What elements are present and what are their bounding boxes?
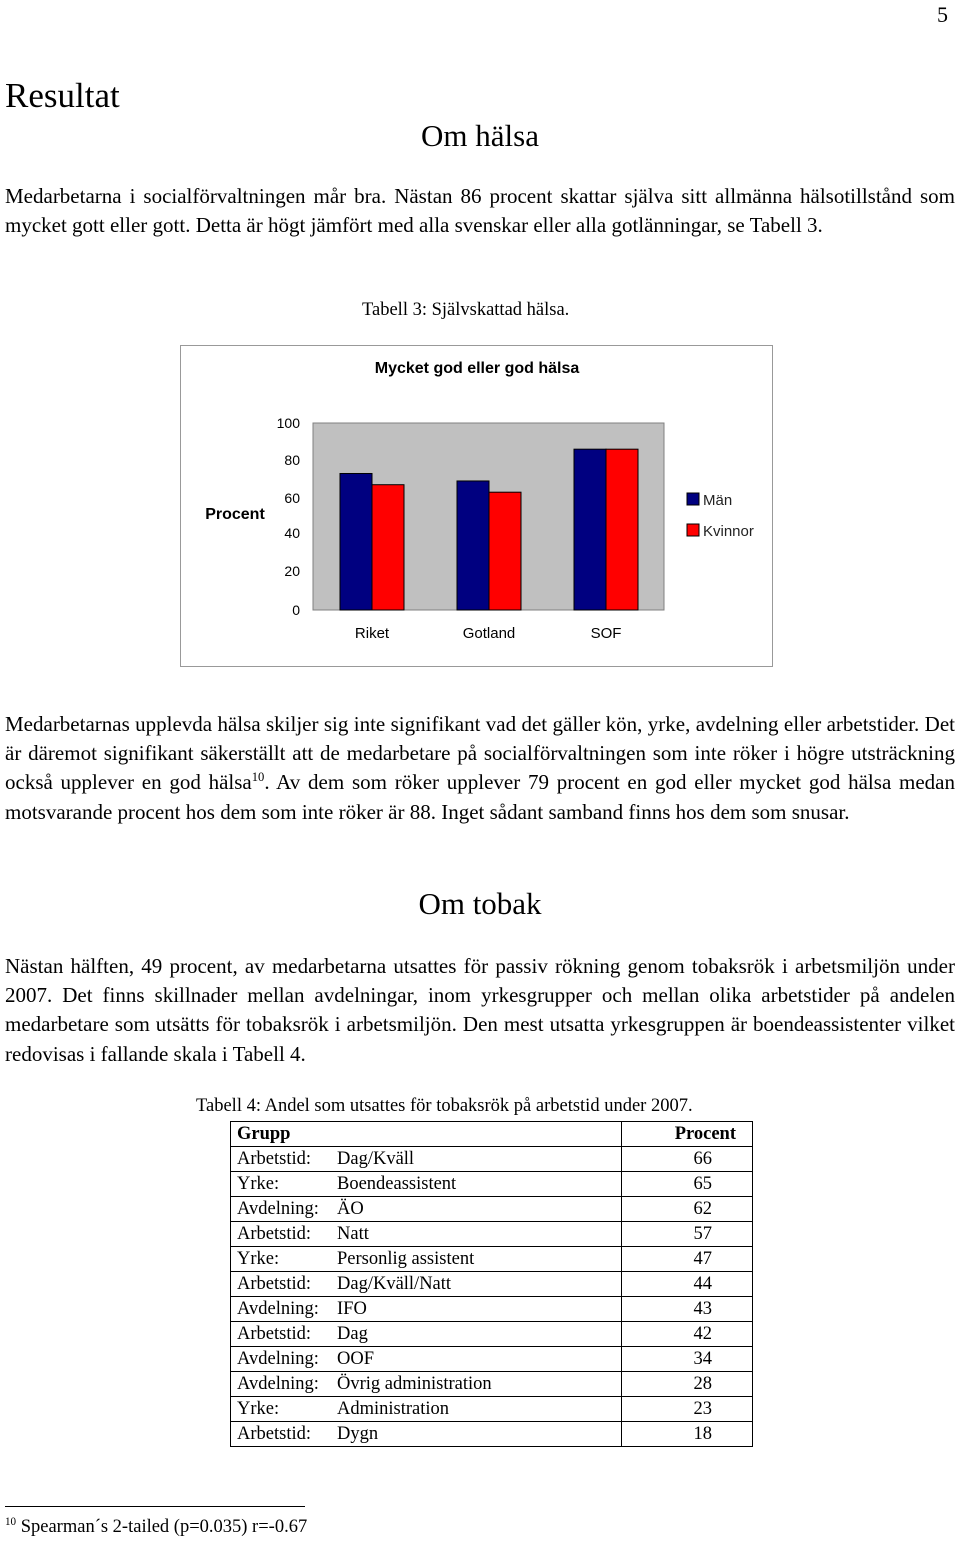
row-name: Dygn	[337, 1422, 622, 1447]
tobacco-table	[230, 1121, 753, 1447]
y-tick-label: 100	[276, 415, 300, 431]
footnote-ref: 10	[251, 770, 265, 785]
row-value: 47	[622, 1247, 753, 1272]
table-row	[231, 1322, 753, 1347]
paragraph-health-details-b: . Av dem som röker upplever 79 procent en god eller mycket god hälsa medan motsvarande procent hos dem som inte röker är 88. Inget sådant samband finns hos dem som snusar.	[5, 770, 955, 824]
row-name: IFO	[337, 1297, 622, 1322]
row-name: Personlig assistent	[337, 1247, 622, 1272]
bar-man-sof	[574, 449, 606, 610]
footnote-text: Spearman´s 2-tailed (p=0.035) r=-0.67	[20, 1517, 308, 1537]
table-row	[231, 1372, 753, 1397]
table4-caption: Tabell 4: Andel som utsattes för tobaksrök på arbetstid under 2007.	[196, 1096, 693, 1116]
row-name: Natt	[337, 1222, 622, 1247]
row-value: 57	[622, 1222, 753, 1247]
header-percent: Procent	[622, 1122, 753, 1147]
row-group: Yrke:	[231, 1247, 338, 1272]
footnote	[5, 1517, 307, 1538]
row-group: Arbetstid:	[231, 1272, 338, 1297]
y-tick-label: 0	[292, 602, 300, 618]
bar-man-riket	[340, 473, 372, 610]
row-name: Dag/Kväll	[337, 1147, 622, 1172]
row-value: 62	[622, 1197, 753, 1222]
row-name: Övrig administration	[337, 1372, 622, 1397]
row-group: Yrke:	[231, 1172, 338, 1197]
bar-kvinna-riket	[372, 485, 404, 610]
row-name: Administration	[337, 1397, 622, 1422]
legend-label: Män	[703, 492, 733, 509]
row-group: Yrke:	[231, 1397, 338, 1422]
y-tick-label: 40	[284, 525, 300, 541]
table-row	[231, 1197, 753, 1222]
paragraph-health-intro: Medarbetarna i socialförvaltningen mår bra. Nästan 86 procent skattar själva sitt allmänna hälsotillstånd som mycket gott eller gott. Detta är högt jämfört med alla svenskar eller alla gotlänningar, se Tabell 3.	[5, 184, 955, 238]
table-row	[231, 1297, 753, 1322]
row-group: Avdelning:	[231, 1347, 338, 1372]
bar-kvinna-gotland	[489, 492, 521, 610]
row-group: Arbetstid:	[231, 1147, 338, 1172]
section-title-health: Om hälsa	[421, 118, 539, 153]
section-title-tobacco: Om tobak	[418, 886, 542, 921]
y-tick-label: 20	[284, 563, 300, 579]
table-row	[231, 1222, 753, 1247]
x-tick-label: Riket	[354, 625, 390, 642]
footnote-number: 10	[5, 1515, 17, 1528]
row-value: 34	[622, 1347, 753, 1372]
row-value: 66	[622, 1147, 753, 1172]
legend-swatch	[687, 493, 699, 505]
row-value: 43	[622, 1297, 753, 1322]
bar-kvinna-sof	[606, 449, 638, 610]
chart-title: Mycket god eller god hälsa	[374, 360, 580, 377]
row-value: 28	[622, 1372, 753, 1397]
legend-label: Kvinnor	[703, 523, 754, 540]
chart-legend	[687, 492, 754, 540]
footnote-divider	[5, 1506, 305, 1507]
paragraph-tobacco: Nästan hälften, 49 procent, av medarbetarna utsattes för passiv rökning genom tobaksrök i arbetsmiljön under 2007. Det finns skillnader mellan avdelningar, inom yrkesgrupper och mellan olika arbetstider på andelen medarbetare som utsätts för tobaksrök i arbetsmiljön. Den mest utsatta yrkesgruppen är boendeassistenter vilket redovisas i fallande skala i Tabell 4.	[5, 954, 955, 1066]
header-group: Grupp	[231, 1122, 338, 1147]
x-tick-label: Gotland	[462, 625, 516, 642]
table-row	[231, 1272, 753, 1297]
row-name: OOF	[337, 1347, 622, 1372]
row-group: Arbetstid:	[231, 1422, 338, 1447]
page-heading: Resultat	[5, 76, 120, 115]
row-name: Dag/Kväll/Natt	[337, 1272, 622, 1297]
row-group: Avdelning:	[231, 1297, 338, 1322]
table-row	[231, 1347, 753, 1372]
table3-caption: Tabell 3: Självskattad hälsa.	[362, 300, 570, 320]
health-bar-chart	[180, 345, 773, 667]
row-name: Boendeassistent	[337, 1172, 622, 1197]
row-value: 18	[622, 1422, 753, 1447]
row-name: Dag	[337, 1322, 622, 1347]
x-tick-label: SOF	[590, 625, 622, 642]
row-group: Arbetstid:	[231, 1322, 338, 1347]
table-row	[231, 1172, 753, 1197]
table-row	[231, 1422, 753, 1447]
paragraph-health-details	[5, 710, 955, 827]
paragraph-health-details-a: Medarbetarnas upplevda hälsa skiljer sig inte signifikant vad det gäller kön, yrke, avdelning eller arbetstider. Det är däremot signifikant säkerställt att de medarbetare på socialförvaltningen som inte röker i högre utsträckning också upplever en god hälsa	[5, 712, 955, 795]
row-value: 23	[622, 1397, 753, 1422]
chart-y-axis-label: Procent	[205, 506, 265, 523]
header-spacer	[337, 1122, 622, 1147]
row-group: Avdelning:	[231, 1372, 338, 1397]
table-row	[231, 1147, 753, 1172]
legend-swatch	[687, 524, 699, 536]
table-row	[231, 1397, 753, 1422]
table-row	[231, 1247, 753, 1272]
y-tick-label: 60	[284, 490, 300, 506]
row-name: ÄO	[337, 1197, 622, 1222]
row-value: 42	[622, 1322, 753, 1347]
row-group: Arbetstid:	[231, 1222, 338, 1247]
row-group: Avdelning:	[231, 1197, 338, 1222]
table-header-row	[231, 1122, 753, 1147]
row-value: 65	[622, 1172, 753, 1197]
bar-man-gotland	[457, 481, 489, 610]
page-number: 5	[937, 2, 948, 27]
y-tick-label: 80	[284, 452, 300, 468]
row-value: 44	[622, 1272, 753, 1297]
